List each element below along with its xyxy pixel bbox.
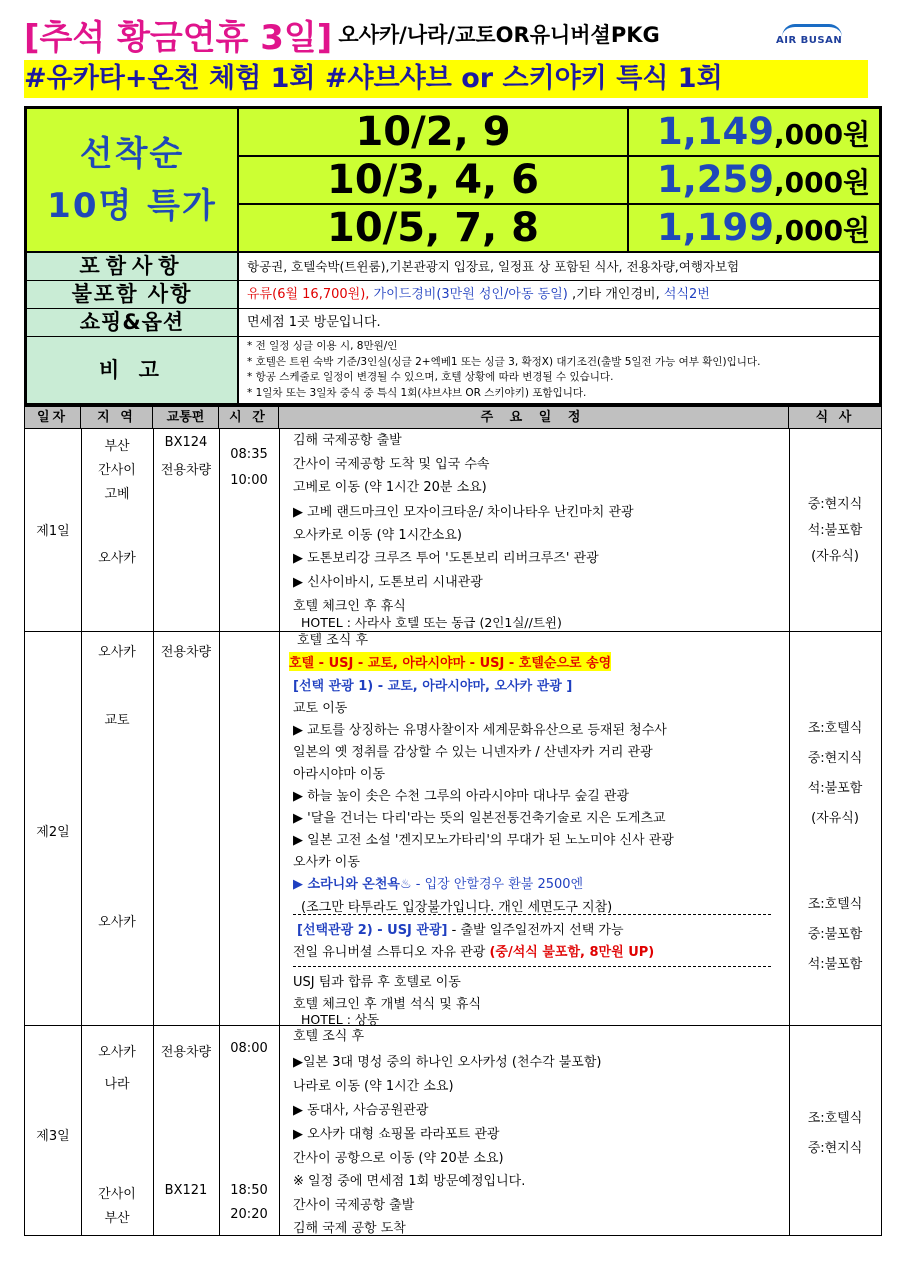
- remarks-label: 비 고: [27, 337, 239, 403]
- itinerary-table: 일자 지 역 교통편 시 간 주 요 일 정 식 사 제1일 부산 간사이 고베 오사카 BX124 전용차량 08:35 10:00 김해 국제공항 출발 간사이 국제공항 도착 및 입국 수속 고베로 이동 (약 1시간 20분 소요) ▶ 고베 랜드마크인 모자이크타운/ 차이나타우 난킨마치 관광 오사카로 이동 (약 1시간소요) ▶ 도톤보리강 크루즈 투어 '도톤보리 리버크루즈' 관광 ▶ 신사이바시, 도톤보리 시내관광 호텔 체크인 후 휴식 HOTEL : 사라사 호텔 또는 동급 (2인1실//트윈) 중:현지식 석:불포함 (자유식) 제2일 오사카 교토 오사카 전용차량 호텔 조식 후 호텔 - USJ - 교토, 아라시야마 - USJ - 호텔순으로 송영 [선택 관광 1) - 교토, 아라시야마, 오사카 관광 ] 교토 이동 ▶ 교토를 상징하는 유명사찰이자 세계문화유산으로 등재된 청수사 일본의 옛 정취를 감상할 수 있는 니넨자카 / 산넨자카 거리 관광 아라시야마 이동 ▶ 하늘 높이 솟은 수천 그루의 아라시야마 대나무 숲길 관광 ▶ '달을 건너는 다리'라는 뜻의 일본전통건축기술로 지은 도게츠교 ▶ 일본 고전 소설 '겐지모노가타리'의 무대가 된 노노미야 신사 관광 오사카 이동 ▶ 소라니와 온천욕♨ - 입장 안할경우 환불 2500엔 (조그만 타투라도 입장불가입니다. 개인 세면도구 지참) [선택관광 2) - USJ 관광] - 출발 일주일전까지 선택 가능 전일 유니버셜 스튜디오 자유 관광 (중/석식 불포함, 8만원 UP) USJ 팀과 합류 후 호텔로 이동 호텔 체크인 후 개별 석식 및 휴식 HOTEL : 상동 조:호텔식 중:현지식 석:불포함 (자유식) 조:호텔식 중:불포함 석:불포함 제3일 오사카 나라 간사이 부산 전용차량 BX121 08:00 18:50 20:20 호텔 조식 후 ▶일본 3대 명성 중의 하나인 오사카성 (천수각 불포함) 나라로 이동 (약 1시간 소요) ▶ 동대사, 사슴공원관광 ▶ 오사카 대형 쇼핑몰 라라포트 관광 간사이 공항으로 이동 (약 20분 소요) ※ 일정 중에 면세점 1회 방문예정입니다. 간사이 국제공항 출발 김해 국제 공항 도착 조:호텔식 중:현지식: [24, 406, 882, 1236]
- header-meals: 식 사: [789, 407, 881, 429]
- day1-label: 제1일: [36, 524, 70, 539]
- price-table: [24, 106, 882, 406]
- day2-label: 제2일: [36, 825, 70, 840]
- subtitle-banner: #유카타+온천 체험 1회 #샤브샤브 or 스키야키 특식 1회: [24, 60, 868, 98]
- shopping-label: 쇼핑&옵션: [27, 309, 239, 337]
- header-region: 지 역: [81, 407, 153, 429]
- dates-row-3: 10/5, 7, 8: [239, 205, 629, 253]
- title-main: [추석 황금연휴 3일]: [24, 17, 333, 58]
- included-label: 포함사항: [27, 253, 239, 281]
- header-day: 일자: [25, 407, 81, 429]
- price-row-2: 1,259,000원: [629, 157, 879, 205]
- title-sub: 오사카/나라/교토OR유니버셜PKG: [338, 23, 660, 47]
- air-busan-logo: AIR BUSAN: [776, 24, 850, 50]
- included-value: 항공권, 호텔숙박(트윈룸),기본관광지 입장료, 일정표 상 포함된 식사, 전용차량,여행자보험: [239, 253, 879, 281]
- day3-label: 제3일: [36, 1129, 70, 1144]
- remarks-value: * 전 일정 싱글 이용 시, 8만원/인 * 호텔은 트윈 숙박 기준/3인실(싱글 2+엑베1 또는 싱글 3, 확정X) 대기조건(출발 5일전 가능 여부 확인)입니다. * 항공 스케줄로 일정이 변경될 수 있으며, 호텔 상황에 따라 변경될 수 있습니다. * 1일차 또는 3일차 중식 중 특식 1회(샤브샤브 OR 스키야키) 포함입니다.: [247, 340, 761, 399]
- dates-row-1: 10/2, 9: [239, 109, 629, 157]
- special-offer: 선착순 10명 특가: [27, 109, 239, 253]
- price-row-1: 1,149,000원: [629, 109, 879, 157]
- page-header: [24, 14, 660, 58]
- excluded-label: 불포함 사항: [27, 281, 239, 309]
- dates-row-2: 10/3, 4, 6: [239, 157, 629, 205]
- excluded-value: 유류(6월 16,700원), 가이드경비(3만원 성인/아동 동일) ,기타 개인경비, 석식2번: [239, 281, 879, 309]
- shopping-value: 면세점 1곳 방문입니다.: [239, 309, 879, 337]
- header-transport: 교통편: [153, 407, 219, 429]
- header-schedule: 주 요 일 정: [279, 407, 789, 429]
- header-time: 시 간: [219, 407, 279, 429]
- price-row-3: 1,199,000원: [629, 205, 879, 253]
